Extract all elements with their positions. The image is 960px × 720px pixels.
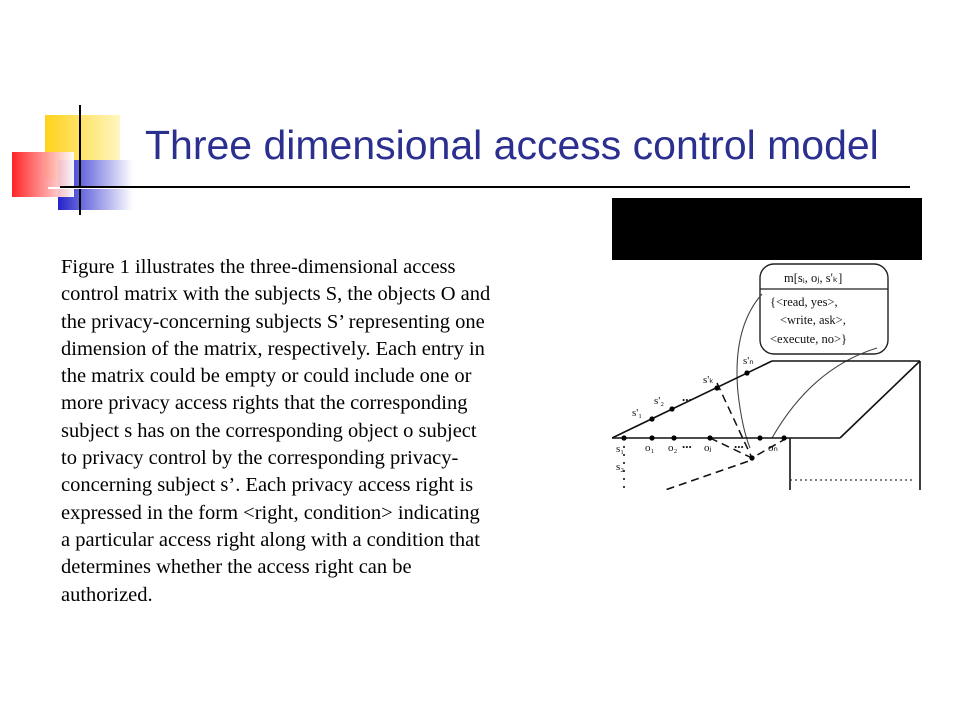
body-paragraph [61,254,571,609]
object-label: oⱼ [704,442,712,454]
object-dot [649,435,654,440]
s-prime-dot [669,406,674,411]
decorative-squares [0,0,140,230]
body-line: expressed in the form <right, condition> indicating [61,501,480,524]
cube-top-right [840,361,920,438]
body-line: to privacy control by the corresponding privacy- [61,447,459,470]
s-prime-label: s'₂ [654,395,665,407]
body-line: a particular access right along with a condition that [61,528,480,551]
body-line: more privacy access rights that the corresponding [61,392,468,415]
body-line: control matrix with the subjects S, the objects O and [61,283,491,306]
body-line: subject s has on the corresponding object o subject [61,419,477,442]
s-prime-label: s'₁ [632,407,643,419]
body-line: Figure 1 illustrates the three-dimensional access [61,256,456,278]
body-line: dimension of the matrix, respectively. Each entry in [61,337,485,360]
body-line: concerning subject s’. Each privacy access right is [61,474,474,497]
object-dot [781,435,786,440]
object-dot [671,435,676,440]
callout-line: <execute, no>} [770,332,848,346]
body-line: the privacy-concerning subjects S’ representing one [61,310,485,333]
access-matrix-figure [612,198,922,490]
object-dot [757,435,762,440]
projection-dashed [710,438,752,458]
s-prime-dot [649,416,654,421]
object-ellipsis: ... [734,436,744,451]
red-square [12,152,74,197]
title-underline [60,186,910,188]
slide-title: Three dimensional access control model [145,122,879,168]
object-ellipsis: ... [682,436,692,451]
cube-inner-dashed [642,460,752,490]
s-prime-label: s'ₖ [703,374,714,386]
intersection-dot [749,455,754,460]
object-label: oₙ [768,442,778,454]
callout-line: <write, ask>, [780,313,846,327]
body-line: the matrix could be empty or could include one or [61,365,472,388]
diag-ellipsis: ... [682,389,692,404]
subject-label: s₂ [616,461,625,473]
s-prime-dot [744,370,749,375]
object-label: o₂ [668,442,678,454]
figure-black-band [612,198,922,260]
body-line: determines whether the access right can be [61,556,412,579]
callout-title: m[sᵢ, oⱼ, s'ₖ] [784,271,843,285]
s-prime-dot [714,385,719,390]
object-dot [707,435,712,440]
subject-label: s₁ [616,443,625,455]
callout-line: {<read, yes>, [770,295,838,309]
body-line: authorized. [61,583,153,606]
object-label: o₁ [645,442,655,454]
s-prime-label: s'ₙ [743,355,754,367]
